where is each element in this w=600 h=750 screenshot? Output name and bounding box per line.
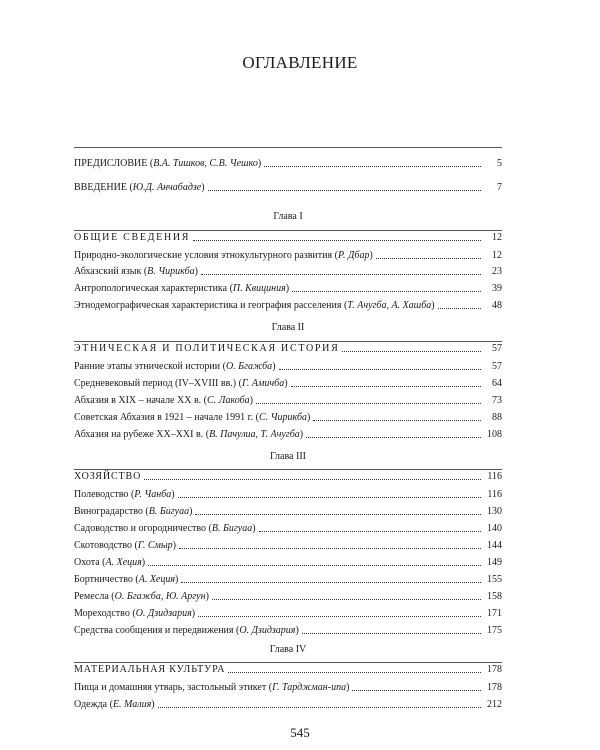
entry-page-number: 57 [492,343,502,354]
dot-leader [144,479,481,480]
entry-page-number: 140 [487,523,502,534]
toc-entry[interactable] [74,180,502,194]
dot-leader [279,369,481,370]
entry-authors: О. Дзидзария [239,625,296,636]
entry-authors: А. Хеция [138,574,176,585]
dot-leader [313,420,481,421]
entry-page-number: 178 [487,664,502,675]
toc-entry[interactable] [74,504,502,518]
entry-authors: Г. Смыр [137,540,173,551]
entry-title: Ремесла (О. Бгажба, Ю. Аргун) [74,591,209,602]
entry-page-number: 7 [497,182,502,193]
entry-authors: Е. Малия [112,699,152,710]
toc-entry[interactable] [74,248,502,262]
dot-leader [256,403,481,404]
entry-page-number: 175 [487,625,502,636]
entry-page-number: 88 [492,412,502,423]
dot-leader [193,240,481,241]
toc-entry[interactable] [74,487,502,501]
chapter-heading-entry[interactable] [74,230,502,244]
dot-leader [178,497,481,498]
entry-title: Охота (А. Хеция) [74,557,146,568]
chapter-label: Глава I [273,211,303,222]
divider-line [74,147,502,148]
entry-authors: В. Бигуаа [211,523,253,534]
toc-entry[interactable] [74,156,502,170]
entry-page-number: 57 [492,361,502,372]
entry-title: ХОЗЯЙСТВО [74,471,142,482]
dot-leader [302,633,481,634]
entry-title: Этнодемографическая характеристика и география расселения (Т. Ачугба, А. Хашба) [74,300,435,311]
dot-leader [179,548,481,549]
entry-authors: Т. Ачугба, А. Хашба [347,300,432,311]
entry-authors: Ю.Д. Анчабадзе [132,182,202,193]
entry-title: Ранние этапы этнической истории (О. Бгажба) [74,361,276,372]
entry-page-number: 23 [492,266,502,277]
entry-page-number: 171 [487,608,502,619]
entry-page-number: 12 [492,250,502,261]
entry-authors: Г. Амичба [241,378,285,389]
dot-leader [208,190,481,191]
entry-authors: С. Чирикба [259,412,308,423]
entry-title: ЭТНИЧЕСКАЯ И ПОЛИТИЧЕСКАЯ ИСТОРИЯ [74,343,340,354]
dot-leader [306,437,481,438]
entry-page-number: 116 [487,471,502,482]
entry-authors: В. Чирикба [147,266,195,277]
entry-page-number: 64 [492,378,502,389]
entry-authors: О. Дзидзария [135,608,192,619]
entry-title: Абхазия на рубеже XX–XXI в. (В. Пачулиа, Т. Ачугба) [74,429,304,440]
entry-authors: П. Квициния [232,283,286,294]
entry-page-number: 144 [487,540,502,551]
entry-authors: А. Хеция [105,557,142,568]
entry-page-number: 149 [487,557,502,568]
entry-title: Антропологическая характеристика (П. Квициния) [74,283,290,294]
entry-title: МАТЕРИАЛЬНАЯ КУЛЬТУРА [74,664,226,675]
entry-title: Средневековый период (IV–XVIII вв.) (Г. Амичба) [74,378,288,389]
toc-entry[interactable] [74,538,502,552]
entry-title: ОБЩИЕ СВЕДЕНИЯ [74,232,191,243]
entry-page-number: 108 [487,429,502,440]
dot-leader [291,386,481,387]
dot-leader [259,531,481,532]
entry-authors: О. Бгажба [225,361,273,372]
entry-authors: В.А. Тишков, С.В. Чешко [153,158,258,169]
entry-page-number: 155 [487,574,502,585]
entry-title: Полеводство (Р. Чанба) [74,489,175,500]
toc-entry[interactable] [74,298,502,312]
toc-entry[interactable] [74,264,502,278]
chapter-label: Глава IV [269,644,307,655]
page-title: ОГЛАВЛЕНИЕ [242,53,358,72]
toc-entry[interactable] [74,393,502,407]
chapter-heading-entry[interactable] [74,469,502,483]
toc-entry[interactable] [74,589,502,603]
entry-title: Средства сообщения и передвижения (О. Дзидзария) [74,625,299,636]
entry-page-number: 212 [487,699,502,710]
entry-page-number: 116 [487,489,502,500]
toc-entry[interactable] [74,555,502,569]
toc-entry[interactable] [74,521,502,535]
toc-entry[interactable] [74,680,502,694]
entry-authors: В. Бигуаа [148,506,190,517]
dot-leader [148,565,481,566]
dot-leader [342,351,481,352]
dot-leader [438,308,481,309]
toc-entry[interactable] [74,697,502,711]
toc-entry[interactable] [74,427,502,441]
page-number: 545 [290,725,310,740]
entry-title: Пища и домашняя утварь, застольный этикет (Г. Тарджман-ипа) [74,682,350,693]
entry-title: Одежда (Е. Малия) [74,699,155,710]
entry-title: Абхазский язык (В. Чирикба) [74,266,198,277]
dot-leader [181,582,481,583]
entry-title: ВВЕДЕНИЕ (Ю.Д. Анчабадзе) [74,182,205,193]
dot-leader [212,599,481,600]
dot-leader [228,672,481,673]
entry-authors: С. Лакоба [207,395,250,406]
dot-leader [264,166,481,167]
entry-authors: Р. Дбар [337,250,370,261]
chapter-heading-entry[interactable] [74,341,502,355]
toc-entry[interactable] [74,376,502,390]
entry-title: Природно-экологические условия этнокультурного развития (Р. Дбар) [74,250,373,261]
entry-page-number: 178 [487,682,502,693]
entry-title: Виноградарство (В. Бигуаа) [74,506,193,517]
dot-leader [158,707,481,708]
toc-entry[interactable] [74,606,502,620]
toc-entry[interactable] [74,572,502,586]
entry-page-number: 130 [487,506,502,517]
dot-leader [198,616,481,617]
toc-entry[interactable] [74,359,502,373]
dot-leader [201,274,481,275]
entry-title: Бортничество (А. Хеция) [74,574,179,585]
dot-leader [292,291,481,292]
chapter-heading-entry[interactable] [74,662,502,676]
toc-entry[interactable] [74,281,502,295]
chapter-label: Глава II [271,322,305,333]
entry-page-number: 73 [492,395,502,406]
entry-page-number: 12 [492,232,502,243]
entry-page-number: 48 [492,300,502,311]
entry-page-number: 158 [487,591,502,602]
toc-entry[interactable] [74,410,502,424]
entry-authors: В. Пачулиа, Т. Ачугба [209,429,300,440]
entry-authors: Р. Чанба [134,489,172,500]
dot-leader [352,690,481,691]
entry-title: Мореходство (О. Дзидзария) [74,608,196,619]
dot-leader [376,258,481,259]
entry-title: Советская Абхазия в 1921 – начале 1991 г. (С. Чирикба) [74,412,311,423]
entry-title: Садоводство и огородничество (В. Бигуаа) [74,523,256,534]
entry-authors: О. Бгажба, Ю. Аргун [114,591,206,602]
entry-authors: Г. Тарджман-ипа [272,682,347,693]
chapter-label: Глава III [270,451,306,462]
entry-page-number: 39 [492,283,502,294]
entry-page-number: 5 [497,158,502,169]
entry-title: Скотоводство (Г. Смыр) [74,540,176,551]
dot-leader [195,514,481,515]
toc-entry[interactable] [74,623,502,637]
entry-title: Абхазия в XIX – начале XX в. (С. Лакоба) [74,395,253,406]
entry-title: ПРЕДИСЛОВИЕ (В.А. Тишков, С.В. Чешко) [74,158,262,169]
